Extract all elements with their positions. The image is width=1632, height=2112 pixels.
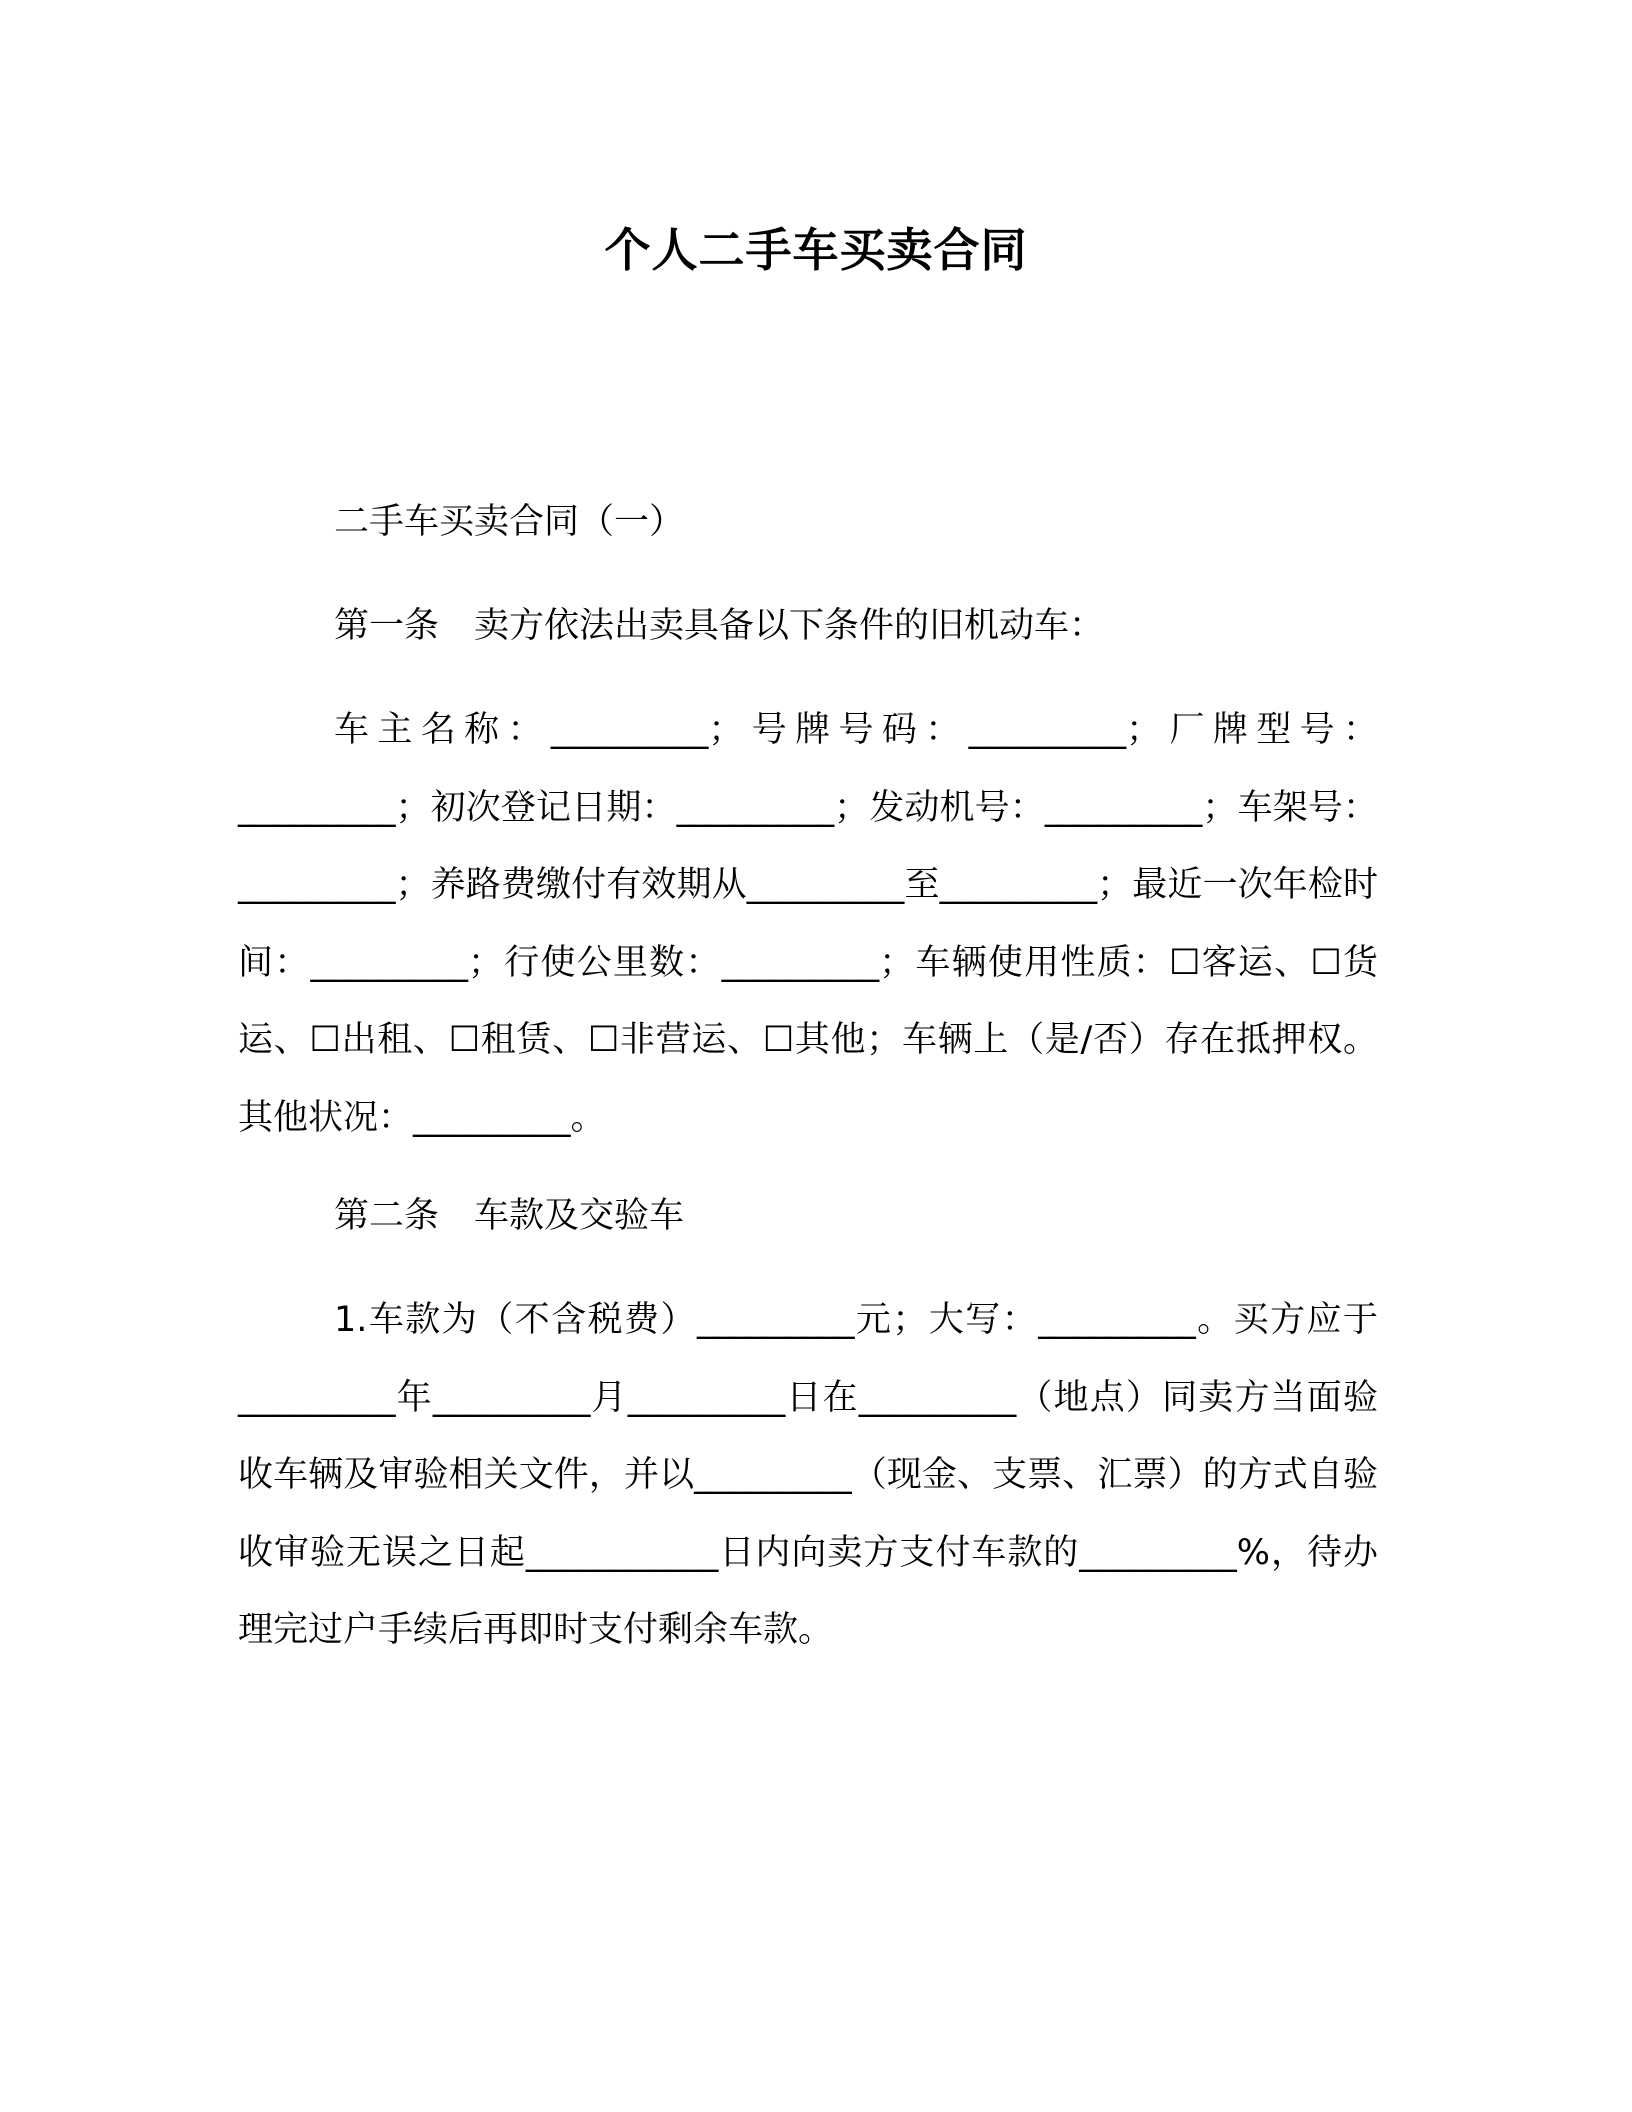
subtitle-text: 二手车买卖合同（一） [334, 502, 685, 542]
article-2-heading-text: 第二条 车款及交验车 [334, 1196, 685, 1236]
contract-subtitle [238, 484, 1378, 562]
article-2-heading [238, 1178, 1378, 1256]
article-1-paragraph: 车主名称：_________；号牌号码：_________；厂牌型号：_________；初次登记日期：_________；发动机号：_________；车架号：_________；养路费缴付有效期从_________至_________；最近一次年检时间：_________；行使公里数：_________；车辆使用性质：☐客运、☐货运、☐出租、☐租赁、☐非营运、☐其他；车辆上（是/否）存在抵押权。其他状况：_________。 [238, 710, 1378, 1138]
article-1-heading-text: 第一条 卖方依法出卖具备以下条件的旧机动车： [334, 606, 1105, 646]
article-1-heading [238, 588, 1378, 666]
document-title: 个人二手车买卖合同 [604, 223, 1028, 277]
article-1-body [238, 692, 1378, 1157]
article-2-paragraph: 1.车款为（不含税费）_________元；大写：_________。买方应于_________年_________月_________日在_________（地点）同卖方当面验收车辆及审验相关文件，并以_________（现金、支票、汇票）的方式自验收审验无误之日起___________日内向卖方支付车款的_________%，待办理完过户手续后再即时支付剩余车款。 [238, 1300, 1378, 1650]
article-2-body [238, 1282, 1378, 1670]
